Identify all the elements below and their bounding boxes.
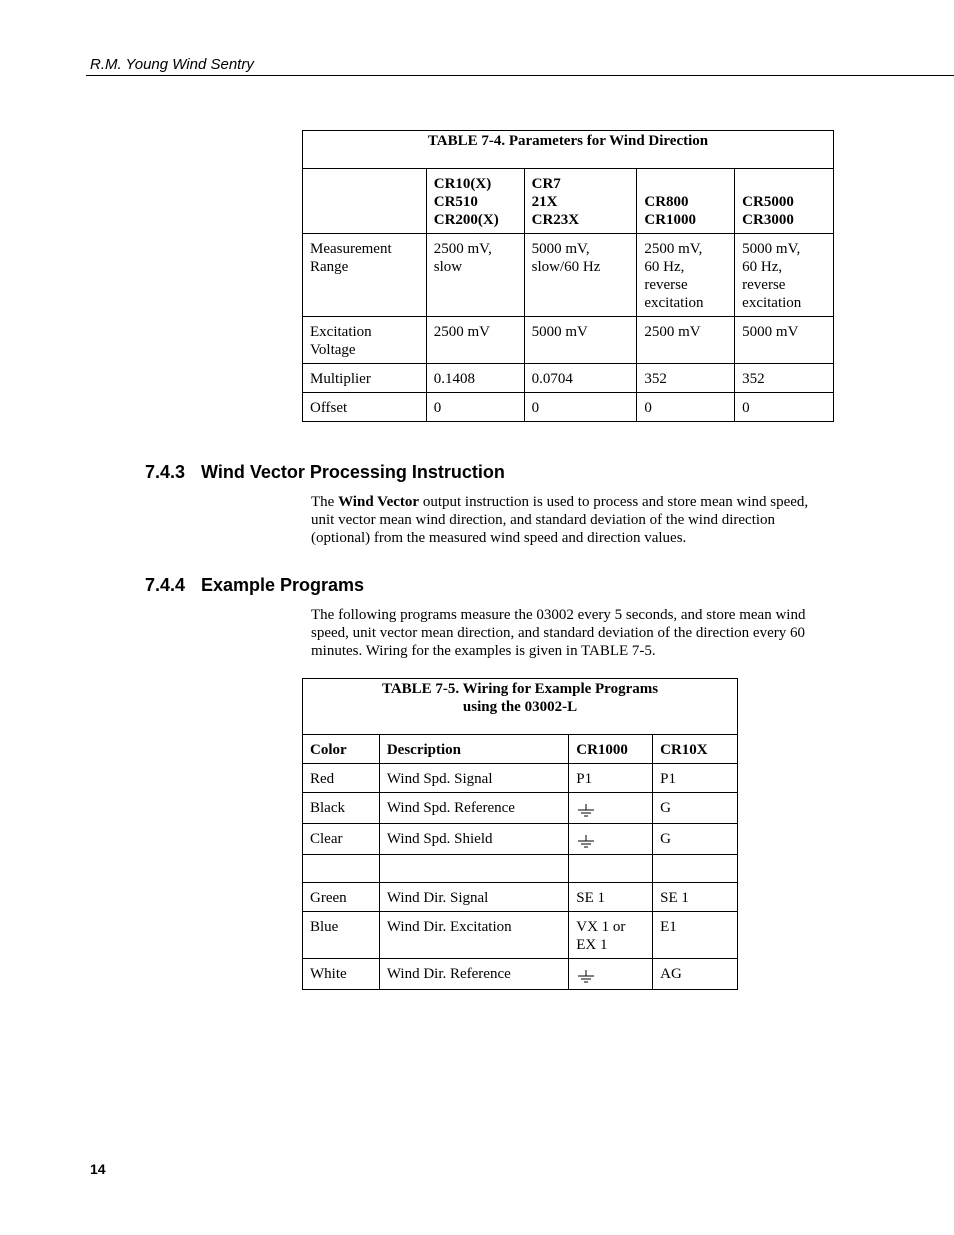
cell-line: CR10(X) — [433, 176, 492, 192]
cr10x-cell: G — [653, 793, 738, 824]
cell-line: reverse — [742, 277, 786, 293]
cell-line: 0.0704 — [531, 371, 573, 387]
section-title: Example Programs — [201, 575, 365, 595]
cr1000-cell — [569, 764, 653, 793]
caption-row — [303, 679, 738, 735]
table-caption: TABLE 7-4. Parameters for Wind Direction — [303, 131, 834, 169]
table-row — [303, 764, 738, 793]
running-header: R.M. Young Wind Sentry — [90, 56, 254, 73]
cell-line: slow — [433, 259, 463, 275]
cr1000-cell — [569, 855, 653, 883]
cr10x-cell: E1 — [653, 912, 738, 959]
table-cell — [426, 364, 524, 393]
cell-line: 2500 mV — [433, 324, 491, 340]
table-cell — [426, 234, 524, 317]
cell-line: 0 — [433, 400, 442, 416]
cell-line: SE 1 — [576, 890, 605, 906]
cell-line: 2500 mV, — [644, 241, 703, 257]
header-row — [303, 735, 738, 764]
cr10x-cell — [653, 855, 738, 883]
cell-line: Range — [310, 259, 349, 275]
column-header — [524, 169, 637, 234]
header-rule — [86, 75, 954, 76]
table-row — [303, 393, 834, 422]
cr10x-cell: SE 1 — [653, 883, 738, 912]
table-cell — [426, 393, 524, 422]
section-number: 7.4.3 — [145, 462, 186, 482]
cell-line: Measurement — [310, 241, 392, 257]
caption-line: TABLE 7-5. Wiring for Example Programs — [381, 681, 659, 697]
description-cell — [379, 855, 568, 883]
description-cell: Wind Spd. Reference — [379, 793, 568, 824]
cell-line: excitation — [644, 295, 704, 311]
row-label — [303, 393, 427, 422]
color-cell: Blue — [303, 912, 380, 959]
cell-line: reverse — [644, 277, 688, 293]
table-7-5 — [302, 678, 738, 990]
table-cell — [524, 393, 637, 422]
page-number: 14 — [90, 1161, 106, 1177]
table-7-4 — [302, 130, 834, 422]
color-cell: Green — [303, 883, 380, 912]
table-row — [303, 959, 738, 990]
cell-line: VX 1 or — [576, 919, 626, 935]
table-row — [303, 364, 834, 393]
table-cell — [426, 317, 524, 364]
color-cell: Black — [303, 793, 380, 824]
column-header — [735, 169, 834, 234]
color-cell: Clear — [303, 824, 380, 855]
para-text: output instruction is used to process and store mean wind speed, unit vector mean wind direction, and standard deviation of the wind direction (optional) from the measured wind speed and direction values. — [311, 494, 809, 546]
table-row — [303, 912, 738, 959]
header-row — [303, 169, 834, 234]
cell-line: 5000 mV — [742, 324, 799, 340]
cell-line: 352 — [742, 371, 765, 387]
cell-line: CR1000 — [644, 212, 697, 228]
ground-icon — [576, 835, 596, 849]
example-programs-paragraph: The following programs measure the 03002 every 5 seconds, and store mean wind speed, unit vector mean direction, and standard deviation of the direction every 60 minutes. Wiring for the examples is given in TABLE 7-5. — [311, 607, 806, 659]
cell-line: Offset — [310, 400, 348, 416]
cr10x-cell: G — [653, 824, 738, 855]
table-cell — [637, 393, 735, 422]
row-label — [303, 317, 427, 364]
cell-line: 21X — [531, 194, 558, 210]
cell-line: CR23X — [531, 212, 580, 228]
cell-line: CR510 — [433, 194, 478, 210]
ground-icon — [576, 804, 596, 818]
column-header: CR10X — [653, 735, 738, 764]
wind-vector-term: Wind Vector — [338, 494, 420, 510]
cr1000-cell — [569, 883, 653, 912]
cell-line: CR7 — [531, 176, 561, 192]
cell-line: 60 Hz, — [742, 259, 783, 275]
description-cell: Wind Spd. Shield — [379, 824, 568, 855]
empty-header-cell — [303, 169, 427, 234]
cell-line: 5000 mV, — [531, 241, 590, 257]
table-cell — [735, 393, 834, 422]
cell-line: 0 — [644, 400, 652, 416]
column-header: Description — [379, 735, 568, 764]
cell-line: 352 — [644, 371, 667, 387]
table-cell — [524, 234, 637, 317]
para-text: The — [311, 494, 339, 510]
cr1000-cell — [569, 912, 653, 959]
cell-line: 2500 mV — [644, 324, 701, 340]
cell-line: CR3000 — [742, 212, 794, 228]
table-row — [303, 234, 834, 317]
cell-line: EX 1 — [576, 937, 608, 953]
table-cell — [637, 364, 735, 393]
table-cell — [637, 317, 735, 364]
table-row — [303, 317, 834, 364]
section-title: Wind Vector Processing Instruction — [201, 462, 505, 482]
cr10x-cell: AG — [653, 959, 738, 990]
column-header — [426, 169, 524, 234]
cell-line: excitation — [742, 295, 802, 311]
section-heading-7-4-3 — [145, 462, 505, 483]
cell-line: 5000 mV, — [742, 241, 801, 257]
table-cell — [735, 364, 834, 393]
cell-line: 60 Hz, — [644, 259, 685, 275]
column-header — [637, 169, 735, 234]
table-row — [303, 855, 738, 883]
table-caption — [303, 679, 738, 735]
wind-vector-paragraph — [311, 493, 811, 547]
row-label — [303, 364, 427, 393]
section-heading-7-4-4 — [145, 575, 364, 596]
column-header: Color — [303, 735, 380, 764]
description-cell: Wind Spd. Signal — [379, 764, 568, 793]
table-cell — [735, 234, 834, 317]
description-cell: Wind Dir. Excitation — [379, 912, 568, 959]
table-row — [303, 793, 738, 824]
row-label — [303, 234, 427, 317]
table-row — [303, 883, 738, 912]
description-cell: Wind Dir. Reference — [379, 959, 568, 990]
table-cell — [524, 317, 637, 364]
cell-line: 0 — [531, 400, 540, 416]
caption-line: using the 03002-L — [462, 699, 578, 715]
cell-line: P1 — [576, 771, 593, 787]
description-cell: Wind Dir. Signal — [379, 883, 568, 912]
cell-line: 2500 mV, — [433, 241, 492, 257]
cell-line: slow/60 Hz — [531, 259, 601, 275]
table-cell — [524, 364, 637, 393]
table-row — [303, 824, 738, 855]
cell-line: Multiplier — [310, 371, 371, 387]
color-cell: Red — [303, 764, 380, 793]
column-header: CR1000 — [569, 735, 653, 764]
cell-line: CR5000 — [742, 194, 794, 210]
cell-line: Excitation — [310, 324, 372, 340]
section-number: 7.4.4 — [145, 575, 186, 595]
table-cell — [637, 234, 735, 317]
cell-line: CR800 — [644, 194, 689, 210]
color-cell — [303, 855, 380, 883]
table-cell — [735, 317, 834, 364]
cell-line: 0.1408 — [433, 371, 476, 387]
cell-line: 5000 mV — [531, 324, 588, 340]
caption-row — [303, 131, 834, 169]
cr1000-cell — [569, 824, 653, 855]
cr10x-cell: P1 — [653, 764, 738, 793]
cell-line: CR200(X) — [433, 212, 499, 228]
color-cell: White — [303, 959, 380, 990]
cell-line: Voltage — [310, 342, 356, 358]
cell-line: 0 — [742, 400, 750, 416]
cr1000-cell — [569, 793, 653, 824]
cr1000-cell — [569, 959, 653, 990]
ground-icon — [576, 970, 596, 984]
